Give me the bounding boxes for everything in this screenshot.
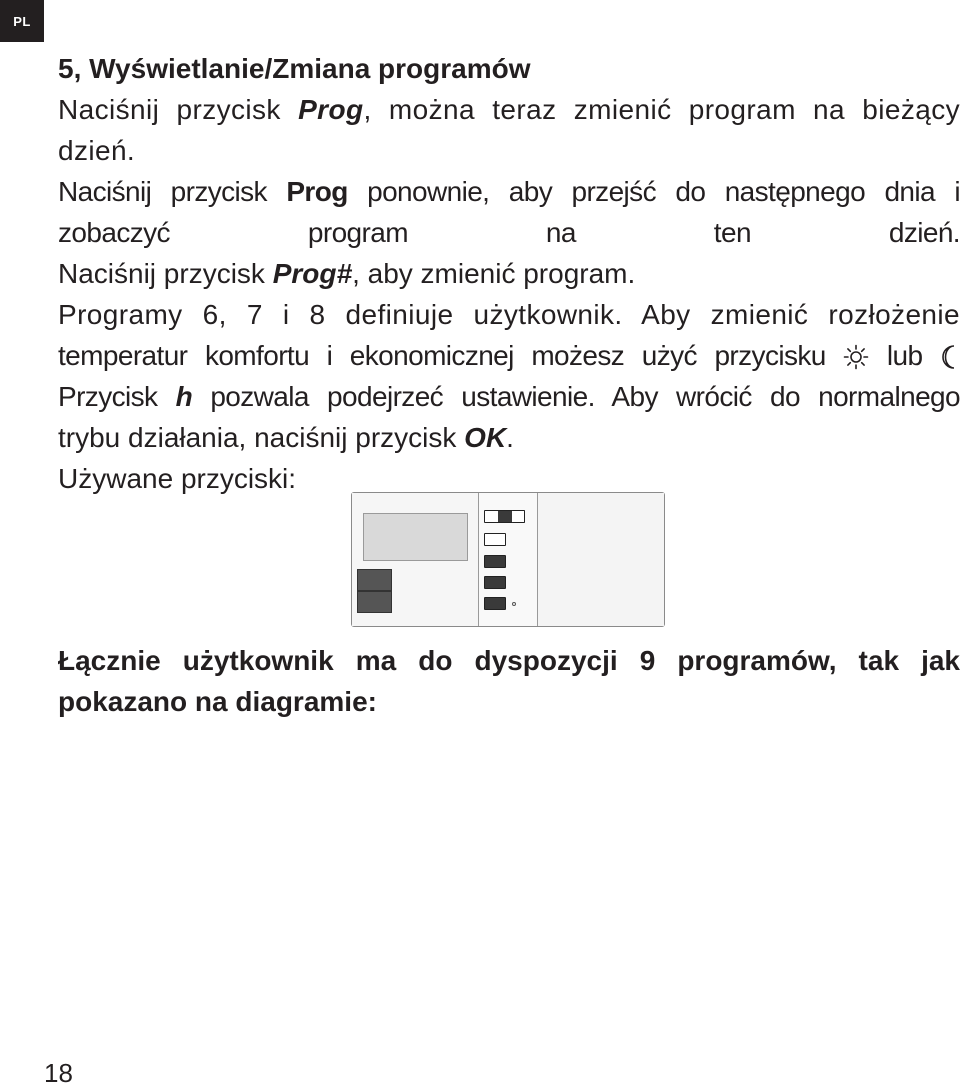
device-button-prog-highlighted [498, 510, 513, 523]
key-prog: Prog [298, 94, 364, 125]
device-left-panel [352, 493, 478, 626]
device-display [363, 513, 468, 561]
section-title: 5, Wyświetlanie/Zmiana programów [58, 53, 531, 84]
device-block-lower [357, 591, 392, 613]
device-block-upper [357, 569, 392, 591]
summary-line-1: Łącznie użytkownik ma do dyspozycji 9 programów, tak jak [58, 645, 960, 676]
device-button-prog-right [512, 510, 525, 523]
paragraph-prog-next-day: Naciśnij przycisk Prog ponownie, aby przejść do następnego dnia i zobaczyć program na ten dzień. [58, 176, 960, 248]
device-button-2 [484, 533, 506, 546]
section-content [58, 48, 960, 499]
device-right-panel [538, 493, 664, 626]
summary-line-2: pokazano na diagramie: [58, 686, 377, 717]
moon-icon [940, 344, 960, 370]
key-prog: Prog [286, 176, 348, 207]
paragraph-h-button: Przycisk h pozwala podejrzeć ustawienie. Aby wrócić do normalnego [58, 381, 960, 412]
paragraph-prog-hash: Naciśnij przycisk Prog#, aby zmienić program. [58, 258, 636, 289]
device-button-4 [484, 576, 506, 589]
key-h: h [175, 381, 193, 412]
paragraph-user-programs-line2: temperatur komfortu i ekonomicznej możesz użyć przycisku lub [58, 335, 960, 376]
device-indicator-dot [512, 602, 516, 606]
buttons-used-label: Używane przyciski: [58, 463, 297, 494]
page-number: 18 [44, 1058, 73, 1088]
thermostat-diagram [351, 492, 665, 627]
device-button-3 [484, 555, 506, 568]
paragraph-user-programs-line1: Programy 6, 7 i 8 definiuje użytkownik. Aby zmienić rozłożenie [58, 299, 960, 330]
paragraph-prog-line1: Naciśnij przycisk Prog, można teraz zmienić program na bieżący dzień. [58, 94, 960, 166]
key-ok: OK [464, 422, 507, 453]
device-button-5 [484, 597, 506, 610]
key-prog-hash: Prog# [272, 258, 353, 289]
language-tab: PL [0, 0, 44, 42]
summary-block [58, 640, 960, 722]
sun-icon [843, 344, 869, 370]
device-button-column [478, 493, 538, 626]
paragraph-ok-button: trybu działania, naciśnij przycisk OK. [58, 422, 514, 453]
